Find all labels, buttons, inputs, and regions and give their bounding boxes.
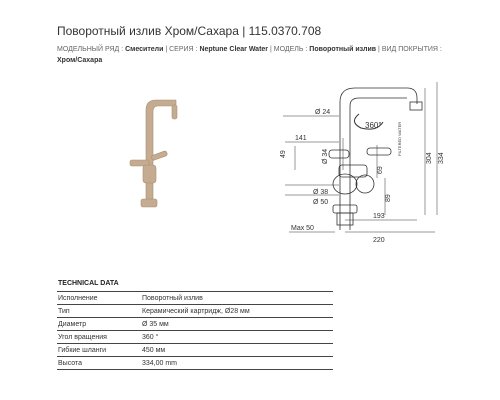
meta-model-value: Поворотный излив [309, 46, 377, 53]
table-row [57, 344, 333, 357]
product-image [110, 86, 190, 211]
dim-d50: Ø 50 [313, 199, 329, 206]
dim-69: 69 [377, 166, 384, 174]
row-key: Исполнение [57, 292, 141, 305]
dim-49: 49 [280, 150, 287, 158]
row-value: 450 мм [141, 344, 333, 357]
table-row [57, 357, 333, 370]
dim-d34: Ø 34 [322, 148, 329, 164]
dim-d38: Ø 38 [313, 189, 329, 196]
dim-rotation: 360° [365, 121, 382, 130]
dim-max50: Max 50 [291, 225, 314, 232]
table-row [57, 331, 333, 344]
dim-141: 141 [295, 135, 307, 142]
dim-193: 193 [373, 213, 385, 220]
dim-334: 334 [438, 152, 445, 164]
meta-model-label: | МОДЕЛЬ : [268, 46, 310, 53]
meta-coating-value: Хром/Сахара [57, 57, 103, 64]
meta-series-label: МОДЕЛЬНЫЙ РЯД : [57, 46, 126, 53]
row-key: Высота [57, 357, 141, 370]
meta-collection-value: Neptune Clear Water [199, 46, 269, 53]
dim-d24: Ø 24 [315, 109, 331, 116]
row-value: Ø 35 мм [141, 318, 333, 331]
table-row [57, 292, 333, 305]
dim-89: 89 [385, 194, 392, 202]
row-key: Угол вращения [57, 331, 141, 344]
row-value: Поворотный излив [141, 292, 333, 305]
technical-data-heading: TECHNICAL DATA [57, 280, 333, 292]
row-key: Гибкие шланги [57, 344, 141, 357]
table-row [57, 318, 333, 331]
technical-data-table [57, 292, 333, 370]
row-key: Диаметр [57, 318, 141, 331]
technical-data [57, 280, 333, 370]
product-meta [57, 44, 457, 66]
page-title: Поворотный излив Хром/Сахара | 115.0370.708 [57, 24, 322, 38]
dim-220: 220 [373, 237, 385, 244]
meta-collection-label: | СЕРИЯ : [163, 46, 200, 53]
meta-series-value: Смесители [125, 46, 164, 53]
side-label: FILTERED WATER [397, 121, 402, 156]
row-value: 360 ° [141, 331, 333, 344]
row-key: Тип [57, 305, 141, 318]
meta-coating-label: | ВИД ПОКРЫТИЯ : [376, 46, 442, 53]
row-value: Керамический картридж, Ø28 мм [141, 305, 333, 318]
dim-304: 304 [426, 152, 433, 164]
row-value: 334,00 mm [141, 357, 333, 370]
table-row [57, 305, 333, 318]
technical-drawing [255, 80, 465, 250]
